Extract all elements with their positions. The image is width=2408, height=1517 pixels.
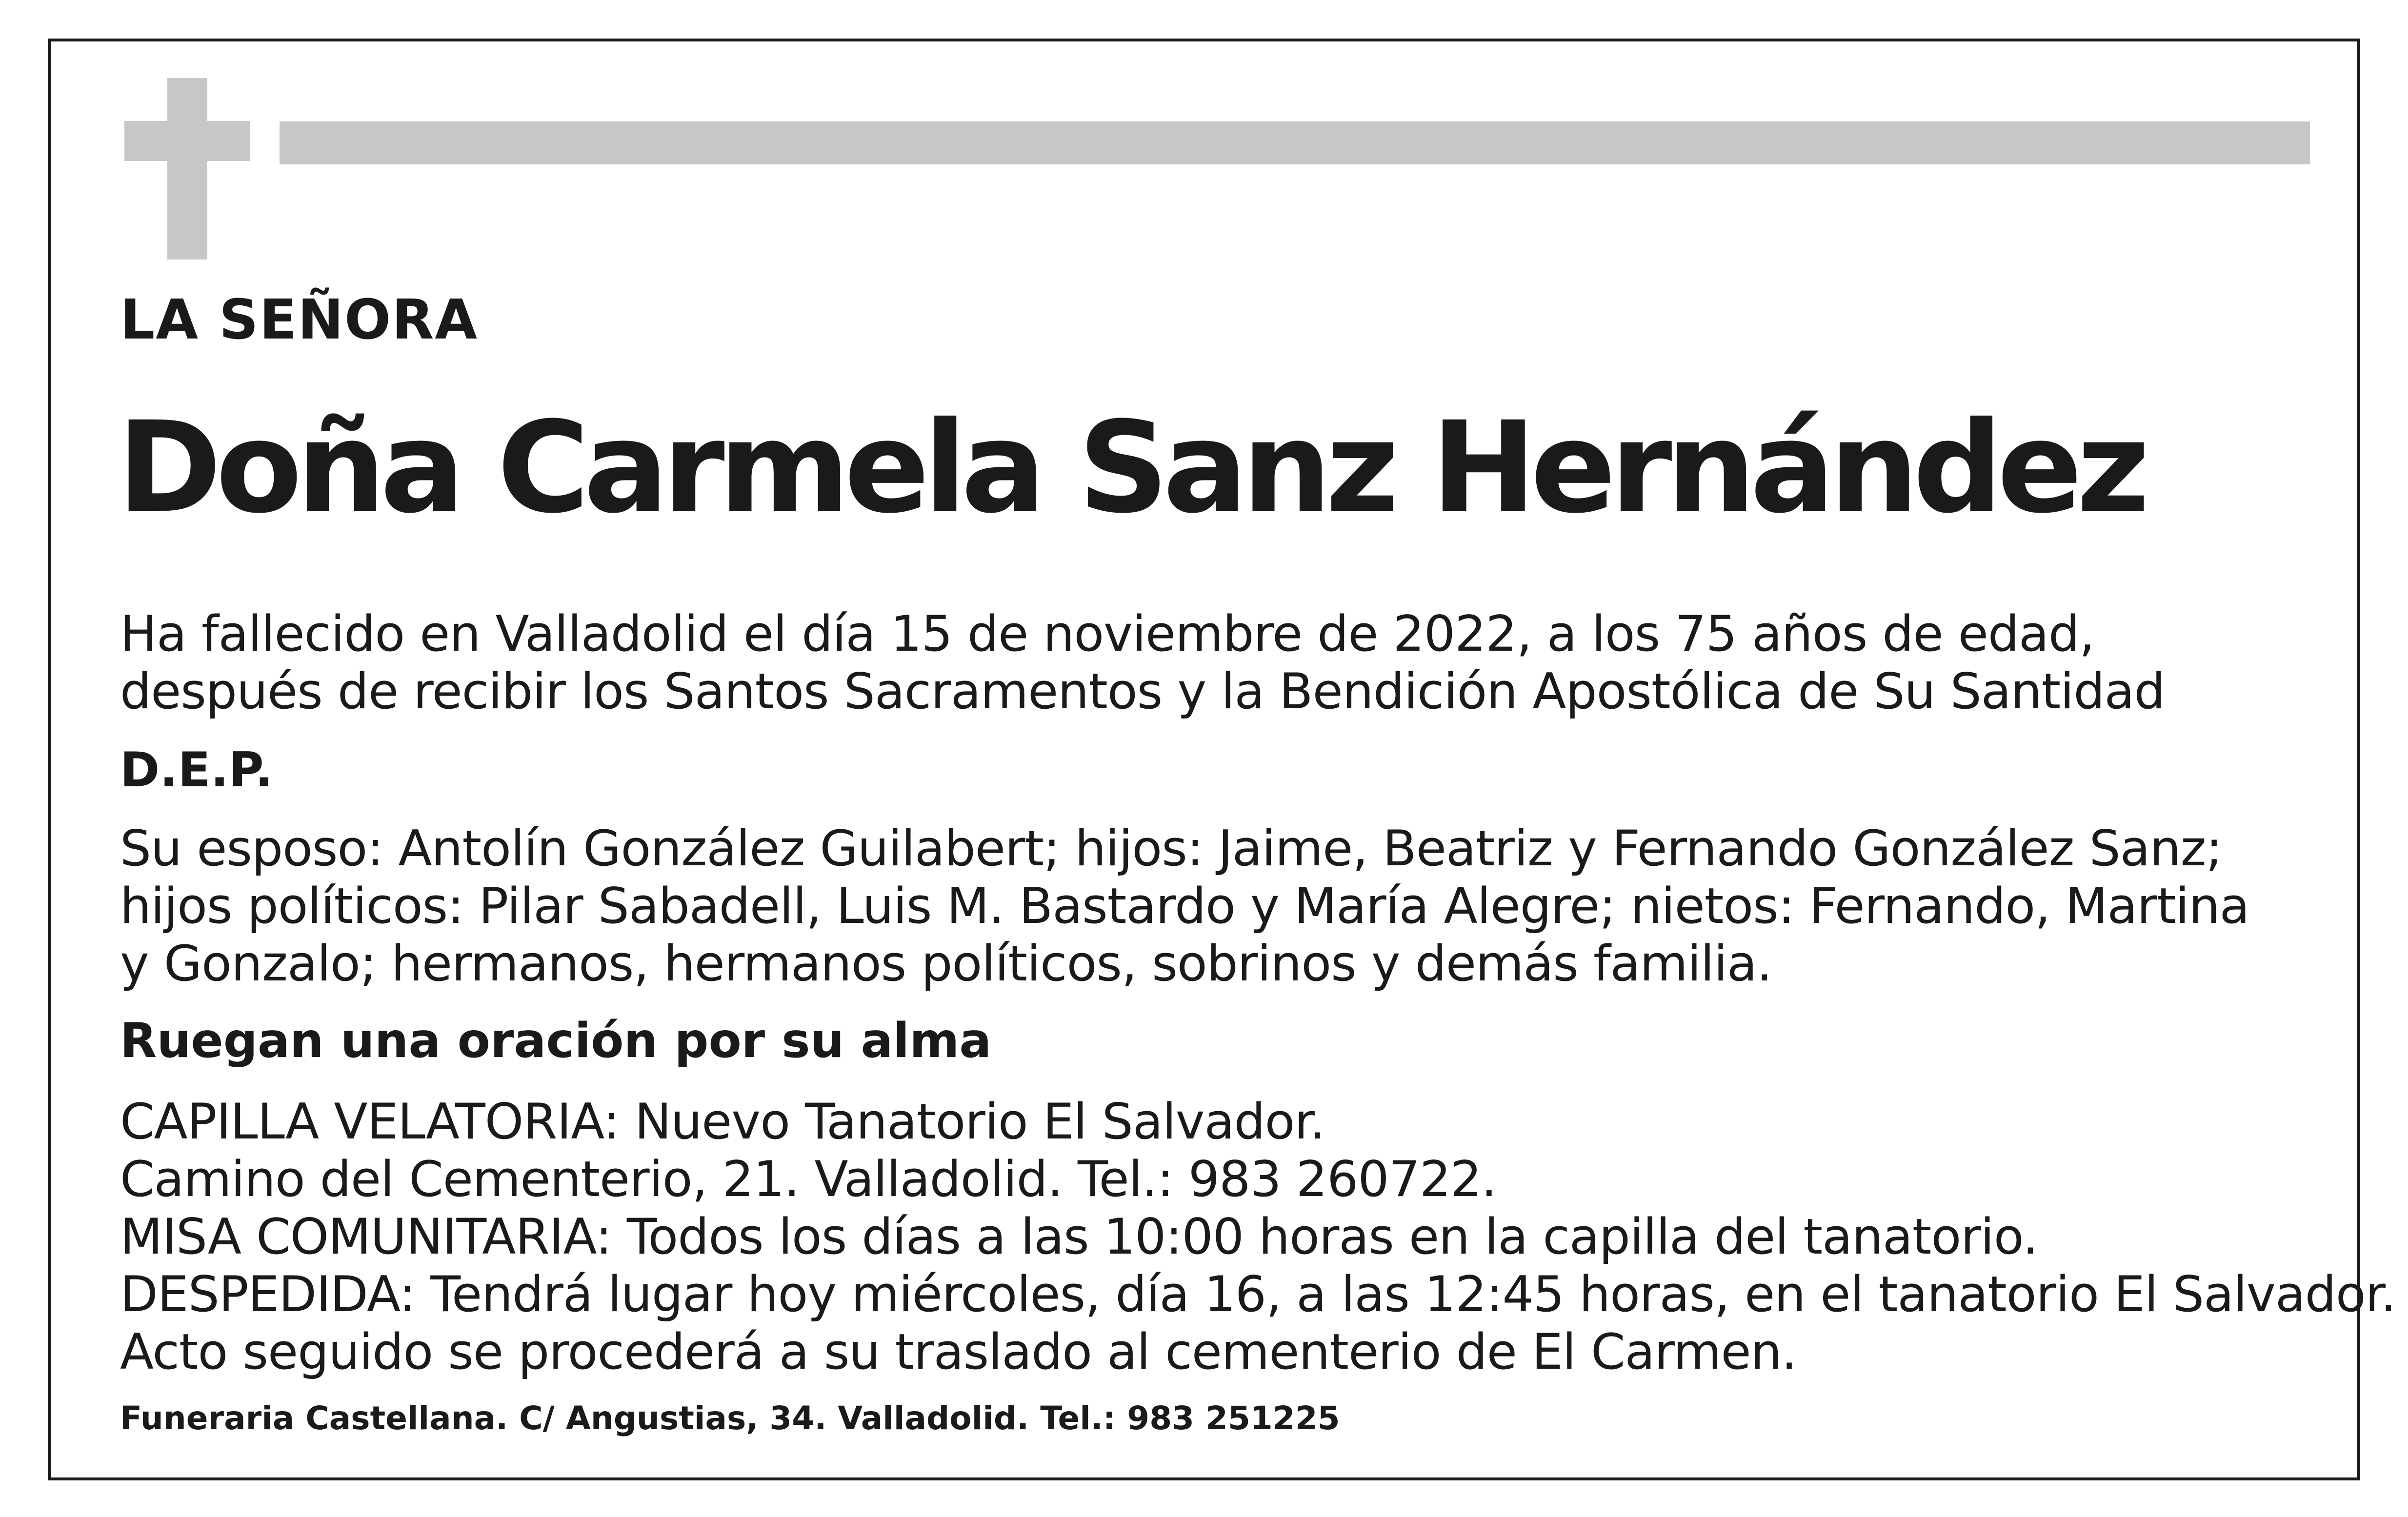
honorific-label: LA SEÑORA: [120, 288, 479, 352]
service-line: Camino del Cementerio, 21. Valladolid. Tel.: 983 260722.: [120, 1150, 1497, 1208]
death-line: después de recibir los Santos Sacramentos y la Bendición Apostólica de Su Santidad: [120, 662, 2165, 720]
family-line: Su esposo: Antolín González Guilabert; hijos: Jaime, Beatriz y Fernando González Sanz;: [120, 819, 2222, 877]
service-details: [120, 1093, 2396, 1380]
family-list: [120, 819, 2249, 992]
cross-icon: [124, 78, 250, 259]
family-line: y Gonzalo; hermanos, hermanos políticos, sobrinos y demás familia.: [120, 935, 1772, 992]
header-rule: [280, 121, 2310, 164]
prayer-request: Ruegan una oración por su alma: [120, 1013, 992, 1069]
death-announcement: [120, 605, 2165, 720]
rip-label: D.E.P.: [120, 742, 273, 798]
funeral-home-footer: Funeraria Castellana. C/ Angustias, 34. Valladolid. Tel.: 983 251225: [120, 1399, 1340, 1437]
service-line: MISA COMUNITARIA: Todos los días a las 10:00 horas en la capilla del tanatorio.: [120, 1208, 2038, 1265]
service-line: DESPEDIDA: Tendrá lugar hoy miércoles, día 16, a las 12:45 horas, en el tanatorio El Salvador.: [120, 1265, 2396, 1323]
death-line: Ha fallecido en Valladolid el día 15 de noviembre de 2022, a los 75 años de edad,: [120, 605, 2095, 662]
service-line: CAPILLA VELATORIA: Nuevo Tanatorio El Salvador.: [120, 1093, 1325, 1150]
deceased-name: Doña Carmela Sanz Hernández: [117, 395, 2144, 541]
service-line: Acto seguido se procederá a su traslado al cementerio de El Carmen.: [120, 1323, 1797, 1380]
family-line: hijos políticos: Pilar Sabadell, Luis M. Bastardo y María Alegre; nietos: Fernando, Martina: [120, 877, 2249, 935]
